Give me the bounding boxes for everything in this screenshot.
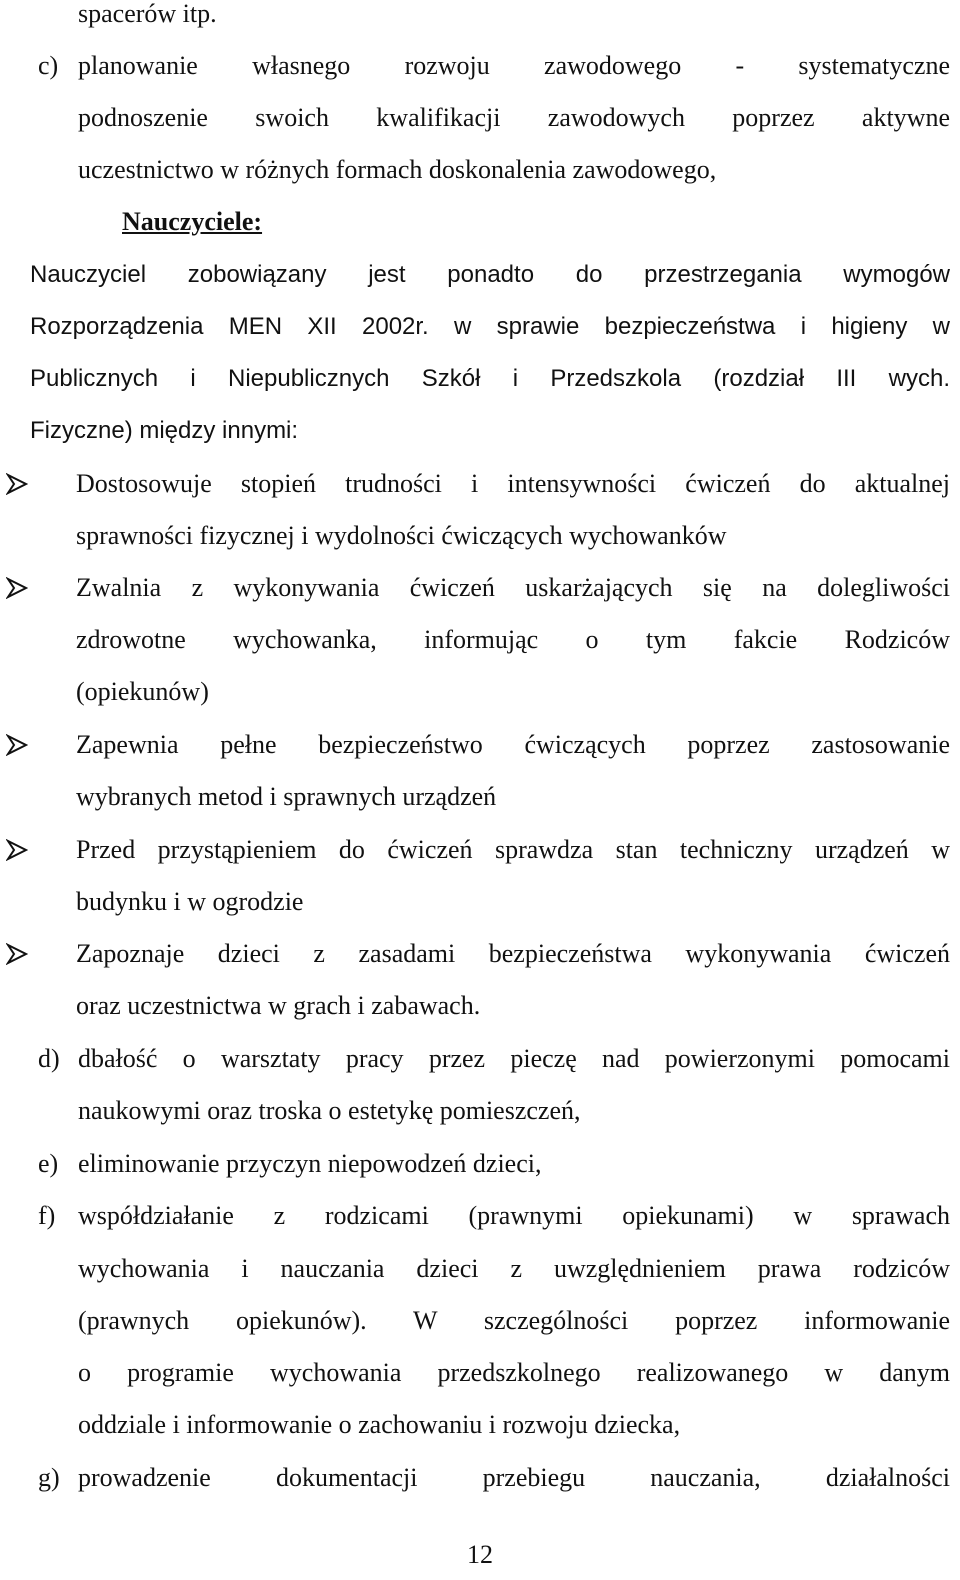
bullet-text: budynku i w ogrodzie (76, 887, 304, 916)
paragraph-text: Nauczyciel zobowiązany jest ponadto do przestrzegania wymogów (30, 261, 950, 288)
text-line (0, 144, 960, 196)
bullet-item (0, 928, 960, 980)
bullet-item (0, 719, 960, 771)
list-marker: g) (38, 1463, 60, 1492)
text-line (0, 1399, 960, 1451)
text-line (0, 249, 960, 301)
text-line (0, 771, 960, 823)
bullet-text: Zapewnia pełne bezpieczeństwo ćwiczących poprzez zastosowanie (76, 730, 950, 759)
list-item-text: prowadzenie dokumentacji przebiegu nauczania, działalności (78, 1463, 950, 1492)
list-item-text: współdziałanie z rodzicami (prawnymi opiekunami) w sprawach (78, 1201, 950, 1230)
list-item-text: uczestnictwo w różnych formach doskonalenia zawodowego, (78, 155, 717, 184)
paragraph-text: spacerów itp. (78, 0, 217, 28)
text-line (0, 353, 960, 405)
list-item-text: oddziale i informowanie o zachowaniu i rozwoju dziecka, (78, 1410, 681, 1439)
bullet-text: Zapoznaje dzieci z zasadami bezpieczeństwa wykonywania ćwiczeń (76, 939, 950, 968)
list-item-text: dbałość o warsztaty pracy przez pieczę nad powierzonymi pomocami (78, 1044, 950, 1073)
list-item-g (0, 1452, 960, 1504)
list-item-text: naukowymi oraz troska o estetykę pomieszczeń, (78, 1096, 581, 1125)
text-line (0, 614, 960, 666)
list-item-text: o programie wychowania przedszkolnego realizowanego w danym (78, 1358, 950, 1387)
list-marker: f) (38, 1201, 56, 1230)
text-line (0, 405, 960, 457)
list-item-f (0, 1190, 960, 1242)
text-line (0, 510, 960, 562)
text-line (0, 1243, 960, 1295)
text-line (0, 1347, 960, 1399)
arrow-bullet-icon (6, 719, 34, 771)
bullet-text: sprawności fizycznej i wydolności ćwiczących wychowanków (76, 521, 727, 550)
paragraph-text: Publicznych i Niepublicznych Szkół i Przedszkola (rozdział III wych. (30, 365, 950, 392)
list-item-c (0, 40, 960, 92)
bullet-text: oraz uczestnictwa w grach i zabawach. (76, 991, 481, 1020)
list-item-text: wychowania i nauczania dzieci z uwzględnieniem prawa rodziców (78, 1254, 950, 1283)
text-line (0, 92, 960, 144)
arrow-bullet-icon (6, 458, 34, 510)
bullet-text: (opiekunów) (76, 677, 209, 706)
list-marker: e) (38, 1149, 59, 1178)
page-number: 12 (467, 1540, 493, 1569)
bullet-text: Zwalnia z wykonywania ćwiczeń uskarżających się na dolegliwości (76, 573, 950, 602)
bullet-text: wybranych metod i sprawnych urządzeń (76, 782, 497, 811)
bullet-text: Przed przystąpieniem do ćwiczeń sprawdza stan techniczny urządzeń w (76, 835, 950, 864)
text-line (0, 301, 960, 353)
list-item-text: planowanie własnego rozwoju zawodowego - systematyczne (78, 51, 950, 80)
list-item-text: eliminowanie przyczyn niepowodzeń dzieci, (78, 1149, 542, 1178)
bullet-text: zdrowotne wychowanka, informując o tym fakcie Rodziców (76, 625, 950, 654)
bullet-item (0, 458, 960, 510)
bullet-item (0, 824, 960, 876)
arrow-bullet-icon (6, 824, 34, 876)
text-line (0, 1085, 960, 1137)
list-marker: d) (38, 1044, 60, 1073)
arrow-bullet-icon (6, 928, 34, 980)
list-item-e (0, 1138, 960, 1190)
paragraph-text: Fizyczne) między innymi: (30, 417, 299, 444)
paragraph-text: Rozporządzenia MEN XII 2002r. w sprawie bezpieczeństwa i higieny w (30, 313, 950, 340)
list-item-text: (prawnych opiekunów). W szczególności poprzez informowanie (78, 1306, 950, 1335)
text-line (0, 666, 960, 718)
text-line (0, 980, 960, 1032)
text-line (0, 876, 960, 928)
section-heading: Nauczyciele: (122, 207, 263, 236)
section-heading-line (0, 196, 960, 248)
text-line (0, 0, 960, 40)
list-item-d (0, 1033, 960, 1085)
text-line (0, 1295, 960, 1347)
arrow-bullet-icon (6, 562, 34, 614)
list-item-text: podnoszenie swoich kwalifikacji zawodowych poprzez aktywne (78, 103, 950, 132)
list-marker: c) (38, 51, 59, 80)
bullet-item (0, 562, 960, 614)
bullet-text: Dostosowuje stopień trudności i intensywności ćwiczeń do aktualnej (76, 469, 950, 498)
